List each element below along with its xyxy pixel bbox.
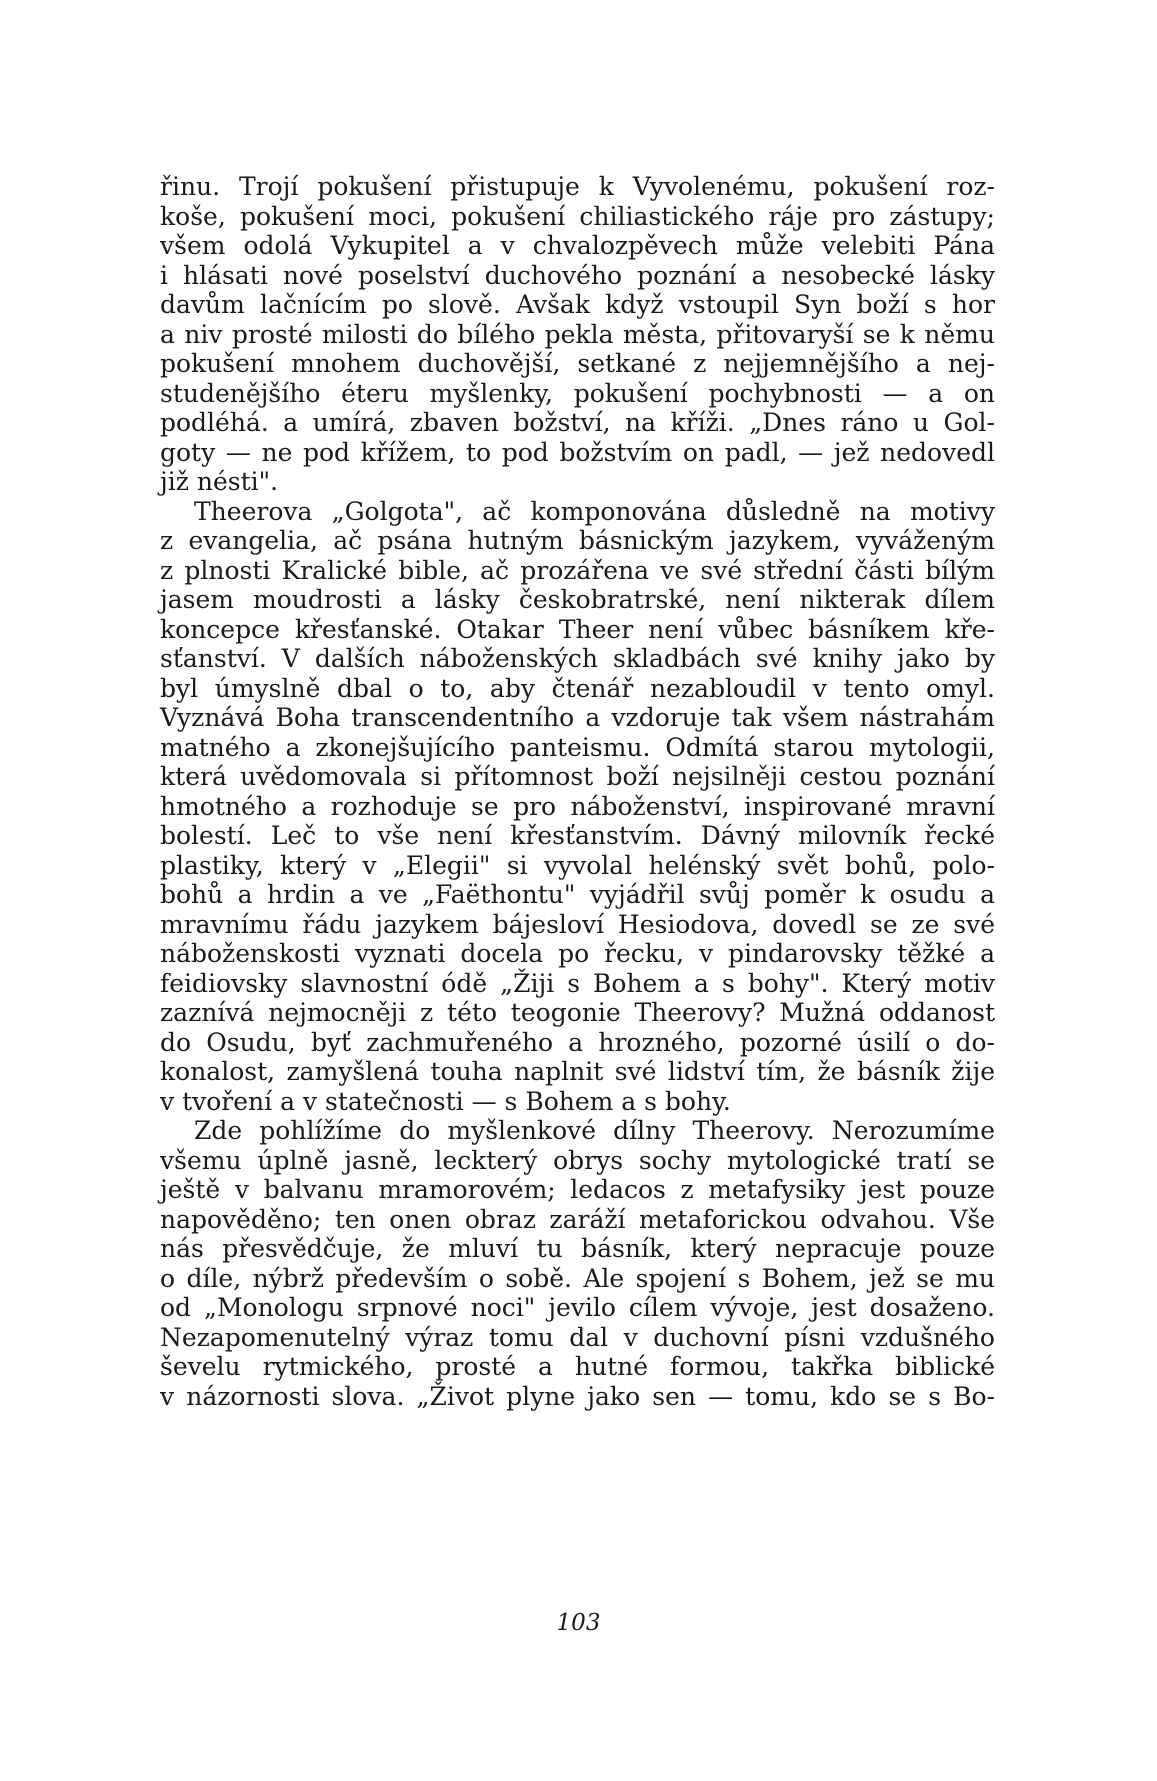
text-line: již nésti".	[160, 467, 279, 496]
text-line: pokušení mnohem duchovější, setkané z nejjemnějšího a nej-	[160, 349, 995, 378]
text-line: od „Monologu srpnové noci" jevilo cílem vývoje, jest dosaženo.	[160, 1293, 995, 1322]
text-line: byl úmyslně dbal o to, aby čtenář nezabloudil v tento omyl.	[160, 673, 995, 703]
text-line: která uvědomovala si přítomnost boží nejsilněji cestou poznání	[160, 762, 995, 791]
text-line: sťanství. V dalších náboženských skladbách své knihy jako by	[160, 644, 995, 673]
page-body	[160, 172, 995, 1411]
text-line: bohů a hrdin a ve „Faëthontu" vyjádřil svůj poměr k osudu a	[160, 880, 995, 909]
text-line: z evangelia, ač psána hutným básnickým jazykem, vyváženým	[160, 526, 995, 555]
text-line: i hlásati nové poselství duchového poznání a nesobecké lásky	[160, 260, 995, 290]
text-line: ševelu rytmického, prosté a hutné formou, takřka biblické	[160, 1352, 995, 1381]
text-line: v tvoření a v statečnosti — s Bohem a s bohy.	[160, 1086, 731, 1116]
text-line: koncepce křesťanské. Otakar Theer není vůbec básníkem kře-	[160, 614, 995, 644]
page-number: 103	[556, 1610, 601, 1636]
text-line: všemu úplně jasně, leckterý obrys sochy mytologické tratí se	[160, 1145, 995, 1175]
text-line: o díle, nýbrž především o sobě. Ale spojení s Bohem, jež se mu	[160, 1263, 995, 1293]
text-line: Vyznává Boha transcendentního a vzdoruje tak všem nástrahám	[160, 703, 995, 732]
text-line: Theerova „Golgota", ač komponována důsledně na motivy	[194, 496, 995, 526]
text-line: všem odolá Vykupitel a v chvalozpěvech může velebiti Pána	[160, 231, 995, 260]
text-line: a niv prosté milosti do bílého pekla města, přitovaryší se k němu	[160, 319, 995, 349]
text-line: nás přesvědčuje, že mluví tu básník, který nepracuje pouze	[160, 1234, 995, 1263]
text-line: matného a zkonejšujícího panteismu. Odmítá starou mytologii,	[160, 732, 995, 762]
text-line: davům lačnícím po slově. Avšak když vstoupil Syn boží s hor	[160, 290, 995, 319]
text-line: hmotného a rozhoduje se pro náboženství, inspirované mravní	[160, 791, 995, 821]
paragraph	[160, 497, 995, 1117]
text-line: v názornosti slova. „Život plyne jako sen — tomu, kdo se s Bo-	[160, 1381, 995, 1411]
text-line: konalost, zamyšlená touha naplnit své lidství tím, že básník žije	[160, 1057, 995, 1086]
text-line: napověděno; ten onen obraz zaráží metaforickou odvahou. Vše	[160, 1204, 995, 1234]
text-line: koše, pokušení moci, pokušení chiliastického ráje pro zástupy;	[160, 201, 995, 231]
paragraph	[160, 1116, 995, 1411]
text-line: feidiovsky slavnostní ódě „Žiji s Bohem a s bohy". Který motiv	[160, 968, 995, 998]
text-line: plastiky, který v „Elegii" si vyvolal helénský svět bohů, polo-	[160, 850, 995, 880]
text-line: do Osudu, byť zachmuřeného a hrozného, pozorné úsilí o do-	[160, 1027, 995, 1057]
text-line: z plnosti Kralické bible, ač prozářena ve své střední části bílým	[160, 555, 995, 585]
text-line: Zde pohlížíme do myšlenkové dílny Theerovy. Nerozumíme	[194, 1116, 995, 1145]
text-line: bolestí. Leč to vše není křesťanstvím. Dávný milovník řecké	[160, 821, 995, 850]
text-line: jasem moudrosti a lásky českobratrské, není nikterak dílem	[160, 585, 995, 614]
text-line: náboženskosti vyznati docela po řecku, v pindarovsky těžké a	[160, 939, 995, 968]
text-line: řinu. Trojí pokušení přistupuje k Vyvolenému, pokušení roz-	[160, 172, 995, 201]
text-line: studenějšího éteru myšlenky, pokušení pochybnosti — a on	[160, 378, 995, 408]
text-line: goty — ne pod křížem, to pod božstvím on padl, — jež nedovedl	[160, 437, 995, 467]
text-line: Nezapomenutelný výraz tomu dal v duchovní písni vzdušného	[160, 1322, 995, 1352]
text-line: mravnímu řádu jazykem bájesloví Hesiodova, dovedl se ze své	[160, 909, 995, 939]
text-line: podléhá. a umírá, zbaven božství, na kříži. „Dnes ráno u Gol-	[160, 408, 995, 437]
text-line: ještě v balvanu mramorovém; ledacos z metafysiky jest pouze	[160, 1175, 995, 1204]
text-line: zaznívá nejmocněji z této teogonie Theerovy? Mužná oddanost	[160, 998, 995, 1027]
paragraph	[160, 172, 995, 497]
